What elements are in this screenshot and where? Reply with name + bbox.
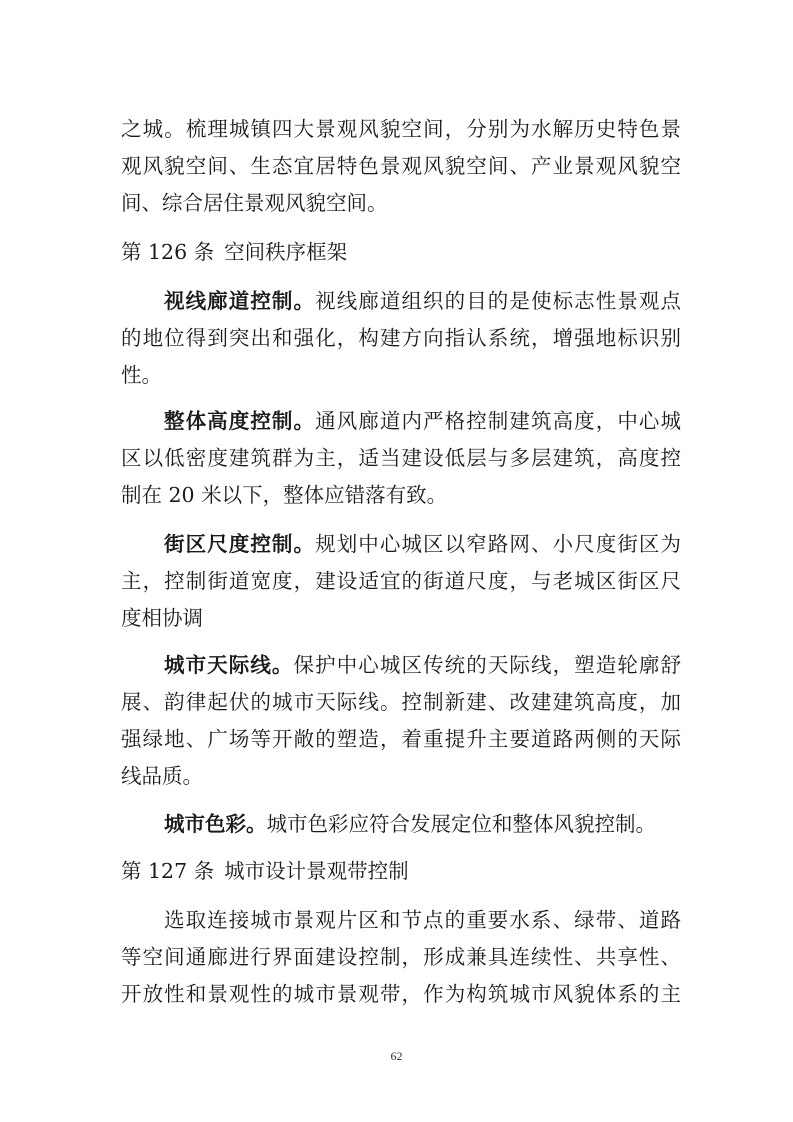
paragraph-first-line — [164, 287, 681, 315]
body-line: 强绿地、广场等开敞的塑造，着重提升主要道路两侧的天际 — [121, 727, 681, 751]
body-line: 之城。梳理城镇四大景观风貌空间，分别为水解历史特色景 — [121, 117, 681, 141]
body-line: 线品质。 — [121, 764, 203, 788]
article-title: 城市设计景观带控制 — [224, 859, 409, 883]
paragraph-first-line — [164, 530, 681, 558]
paragraph-lead: 街区尺度控制。 — [164, 532, 316, 556]
body-line: 区以低密度建筑群为主，适当建设低层与多层建筑，高度控 — [121, 446, 681, 470]
paragraph-lead: 视线廊道控制。 — [164, 289, 316, 313]
paragraph-text: 城市色彩应符合发展定位和整体风貌控制。 — [266, 812, 656, 836]
paragraph-first-line — [164, 651, 681, 679]
body-line: 观风貌空间、生态宜居特色景观风貌空间、产业景观风貌空 — [121, 154, 681, 178]
body-line: 性。 — [121, 363, 162, 387]
paragraph-lead: 城市天际线。 — [164, 653, 294, 677]
paragraph-text: 通风廊道内严格控制建筑高度，中心城 — [315, 409, 681, 433]
body-line: 间、综合居住景观风貌空间。 — [121, 191, 388, 215]
paragraph-first-line — [164, 810, 681, 838]
article-number: 第 127 条 — [121, 859, 215, 883]
body-line: 度相协调 — [121, 606, 203, 630]
article-heading-127 — [121, 857, 409, 885]
body-line: 制在 20 米以下，整体应错落有致。 — [121, 483, 448, 507]
paragraph-first-line — [164, 407, 681, 435]
body-line: 选取连接城市景观片区和节点的重要水系、绿带、道路 — [164, 908, 681, 932]
article-number: 第 126 条 — [121, 240, 215, 264]
paragraph-text: 规划中心城区以窄路网、小尺度街区为 — [315, 532, 681, 556]
paragraph-text: 保护中心城区传统的天际线，塑造轮廓舒 — [293, 653, 682, 677]
body-line: 主，控制街道宽度，建设适宜的街道尺度，与老城区街区尺 — [121, 569, 681, 593]
paragraph-text: 视线廊道组织的目的是使标志性景观点 — [315, 289, 681, 313]
body-line: 展、韵律起伏的城市天际线。控制新建、改建建筑高度，加 — [121, 690, 681, 714]
body-line: 开放性和景观性的城市景观带，作为构筑城市风貌体系的主 — [121, 982, 681, 1006]
page-number: 62 — [390, 1049, 403, 1063]
body-line: 等空间通廊进行界面建设控制，形成兼具连续性、共享性、 — [121, 945, 681, 969]
article-title: 空间秩序框架 — [224, 240, 348, 264]
paragraph-lead: 整体高度控制。 — [164, 409, 316, 433]
article-heading-126 — [121, 238, 347, 266]
paragraph-lead: 城市色彩。 — [164, 812, 267, 836]
body-line: 的地位得到突出和强化，构建方向指认系统，增强地标识别 — [121, 326, 681, 350]
